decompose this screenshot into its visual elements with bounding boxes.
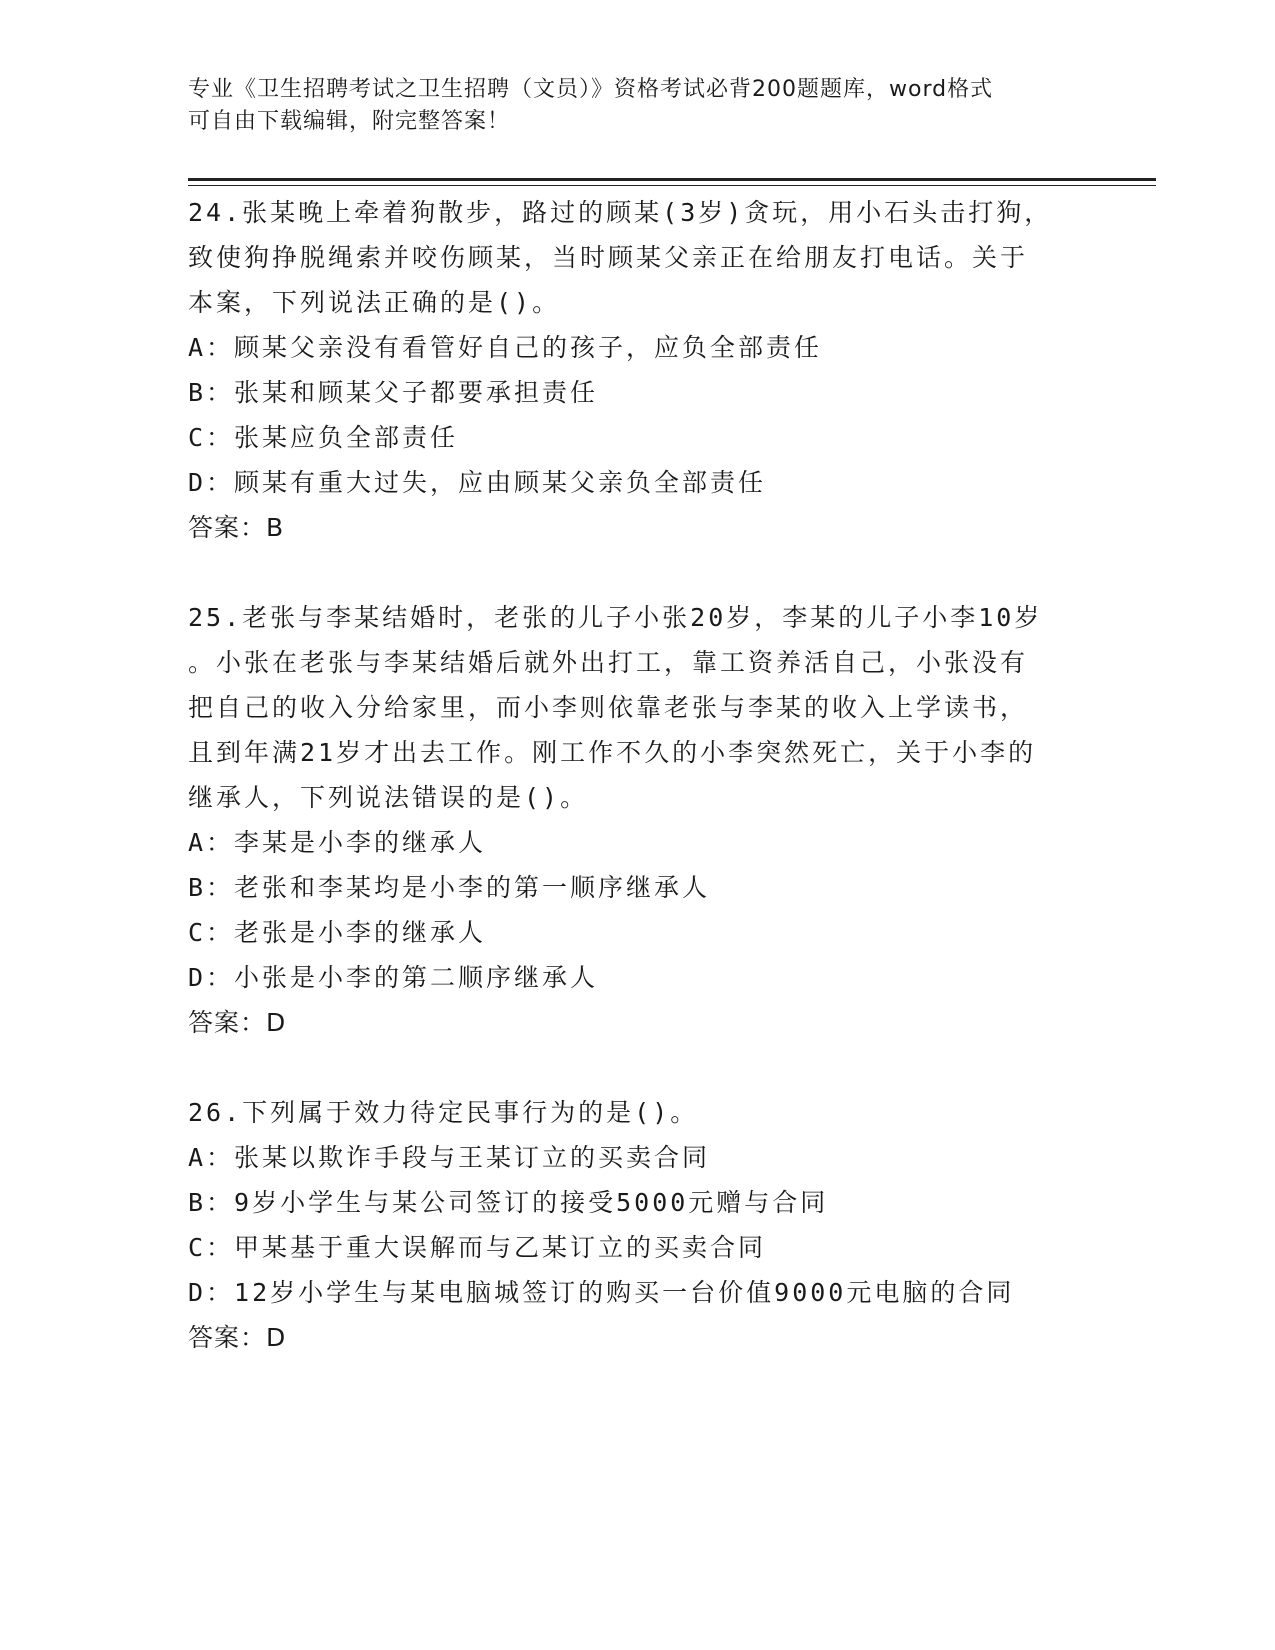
option-b: B：张某和顾某父子都要承担责任 [188, 378, 599, 407]
header-line-1: 专业《卫生招聘考试之卫生招聘（文员）》资格考试必背200题题库，word格式 [188, 77, 994, 102]
option-a: A：张某以欺诈手段与王某订立的买卖合同 [188, 1143, 711, 1172]
option-d: D：顾某有重大过失，应由顾某父亲负全部责任 [188, 468, 767, 497]
option-d: D：12岁小学生与某电脑城签订的购买一台价值9000元电脑的合同 [188, 1278, 1015, 1307]
answer-line: 答案：D [188, 1008, 287, 1037]
question-text-line: 致使狗挣脱绳索并咬伤顾某，当时顾某父亲正在给朋友打电话。关于 [188, 243, 1029, 272]
option-c: C：甲某基于重大误解而与乙某订立的买卖合同 [188, 1233, 767, 1262]
question-25 [188, 595, 1088, 1045]
answer-line: 答案：D [188, 1323, 287, 1352]
header-line-2: 可自由下载编辑，附完整答案！ [188, 109, 511, 134]
option-b: B：老张和李某均是小李的第一顺序继承人 [188, 873, 711, 902]
option-a: A：李某是小李的继承人 [188, 828, 487, 857]
option-d: D：小张是小李的第二顺序继承人 [188, 963, 599, 992]
header-divider-thin [188, 185, 1156, 186]
option-b: B：9岁小学生与某公司签订的接受5000元赠与合同 [188, 1188, 829, 1217]
option-c: C：张某应负全部责任 [188, 423, 459, 452]
document-header [188, 74, 1068, 138]
question-list [188, 190, 1088, 1405]
option-a: A：顾某父亲没有看管好自己的孩子，应负全部责任 [188, 333, 823, 362]
question-text-line: 继承人，下列说法错误的是()。 [188, 783, 589, 812]
question-text-line: 。小张在老张与李某结婚后就外出打工，靠工资养活自己，小张没有 [188, 648, 1029, 677]
header-divider-thick [188, 178, 1156, 181]
question-text-line: 26.下列属于效力待定民事行为的是()。 [188, 1098, 699, 1127]
question-26 [188, 1090, 1088, 1360]
question-text-line: 本案，下列说法正确的是()。 [188, 288, 561, 317]
question-text-line: 且到年满21岁才出去工作。刚工作不久的小李突然死亡，关于小李的 [188, 738, 1037, 767]
option-c: C：老张是小李的继承人 [188, 918, 487, 947]
answer-line: 答案：B [188, 513, 285, 542]
question-text-line: 24.张某晚上牵着狗散步，路过的顾某(3岁)贪玩，用小石头击打狗， [188, 198, 1053, 227]
question-text-line: 25.老张与李某结婚时，老张的儿子小张20岁，李某的儿子小李10岁 [188, 603, 1043, 632]
question-text-line: 把自己的收入分给家里，而小李则依靠老张与李某的收入上学读书， [188, 693, 1029, 722]
question-24 [188, 190, 1088, 550]
